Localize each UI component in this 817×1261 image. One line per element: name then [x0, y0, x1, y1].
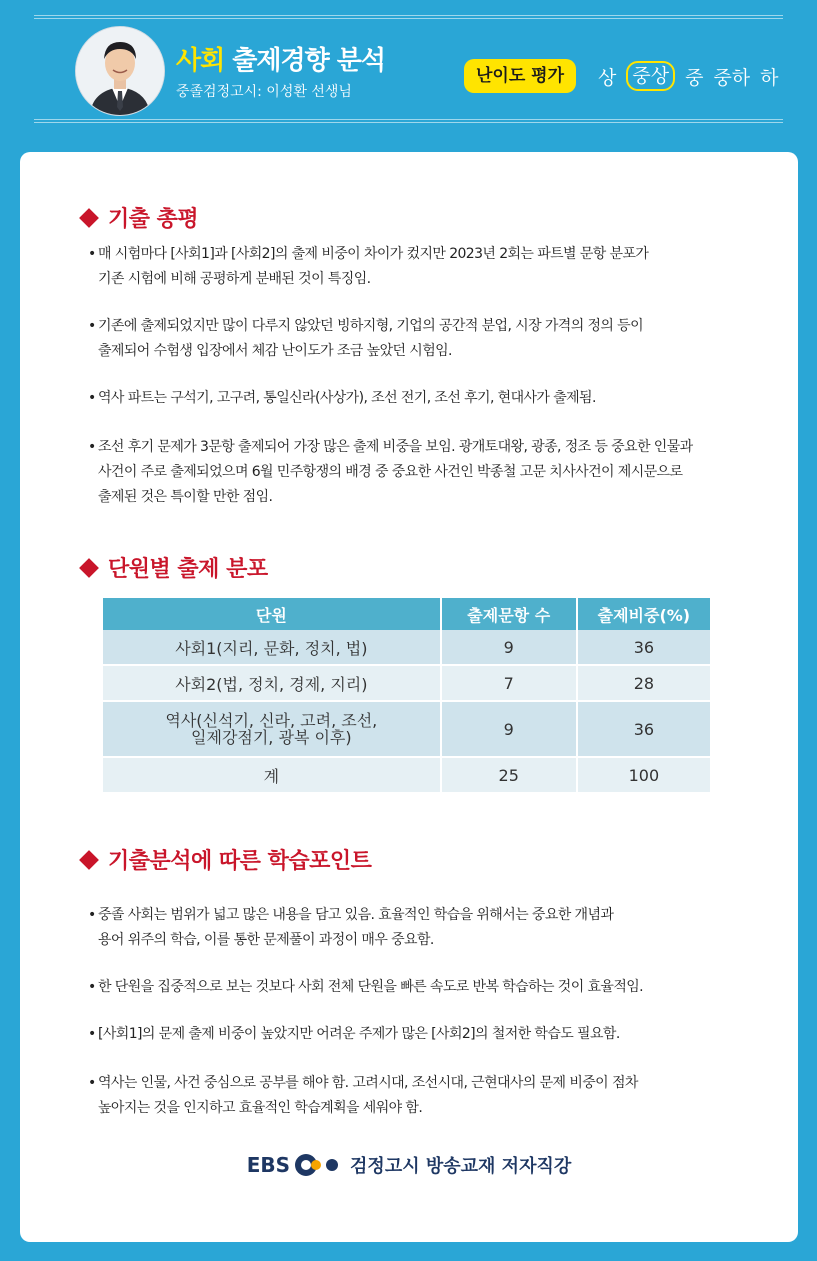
table-row — [103, 701, 710, 757]
bullet-text: 기존에 출제되었지만 많이 다루지 않았던 빙하지형, 기업의 공간적 분업, 시장 가격의 정의 등이 출제되어 수험생 입장에서 체감 난이도가 조금 높았던 시험임. — [98, 318, 644, 359]
difficulty-levels — [598, 59, 779, 93]
list-item — [88, 1022, 620, 1047]
ebs-logo — [247, 1153, 340, 1177]
section-title-text: 기출분석에 따른 학습포인트 — [108, 849, 372, 874]
bullet-text: 매 시험마다 [사회1]과 [사회2]의 출제 비중이 차이가 컸지만 2023년 2회는 파트별 문항 분포가 기존 시험에 비해 공평하게 분배된 것이 특징임. — [98, 246, 649, 287]
difficulty-badge: 난이도 평가 — [464, 59, 576, 93]
title-rest: 출제경향 분석 — [224, 46, 386, 76]
bullet-text: 역사 파트는 구석기, 고구려, 통일신라(사상가), 조선 전기, 조선 후기, 현대사가 출제됨. — [98, 390, 596, 406]
list-item — [88, 314, 643, 364]
bullet-text: 역사는 인물, 사건 중심으로 공부를 해야 함. 고려시대, 조선시대, 근현대사의 문제 비중이 점차 높아지는 것을 인지하고 효율적인 학습계획을 세워야 함. — [98, 1075, 638, 1116]
section-title-overview — [78, 202, 198, 233]
table-row — [103, 665, 710, 701]
bullet-text: 한 단원을 집중적으로 보는 것보다 사회 전체 단원을 빠른 속도로 반복 학습하는 것이 효율적임. — [98, 979, 644, 995]
difficulty-level-selected: 중상 — [626, 61, 675, 91]
difficulty-level: 중 — [685, 66, 704, 89]
title-block — [176, 40, 385, 101]
header-rule — [34, 18, 783, 19]
table-row — [103, 630, 710, 665]
unit-cell: 계 — [103, 757, 441, 793]
unit-cell: 역사(신석기, 신라, 고려, 조선, 일제강점기, 광복 이후) — [103, 701, 441, 757]
header-rule — [34, 119, 783, 120]
section-title-distribution — [78, 552, 268, 583]
difficulty-level: 상 — [598, 66, 617, 89]
ebs-circles-icon — [294, 1153, 340, 1177]
diamond-icon — [79, 208, 99, 228]
list-item — [88, 435, 693, 510]
title-accent: 사회 — [176, 46, 225, 76]
count-cell: 25 — [441, 757, 577, 793]
bullet-icon: • — [88, 439, 96, 455]
section-title-text: 단원별 출제 분포 — [108, 557, 268, 582]
avatar — [75, 26, 165, 116]
ratio-cell: 36 — [577, 701, 710, 757]
ratio-cell: 36 — [577, 630, 710, 665]
distribution-table — [103, 598, 710, 794]
bullet-icon: • — [88, 1026, 96, 1042]
list-item — [88, 975, 643, 1000]
bullet-icon: • — [88, 907, 96, 923]
section-title-study-points — [78, 844, 371, 875]
bullet-icon: • — [88, 318, 96, 334]
bullet-icon: • — [88, 390, 96, 406]
bullet-text: [사회1]의 문제 출제 비중이 높았지만 어려운 주제가 많은 [사회2]의 철저한 학습도 필요함. — [98, 1026, 620, 1042]
count-cell: 9 — [441, 701, 577, 757]
subtitle: 중졸검정고시: 이성환 선생님 — [176, 84, 352, 100]
page-title — [176, 40, 385, 77]
list-item — [88, 386, 596, 411]
ratio-cell: 100 — [577, 757, 710, 793]
bullet-text: 중졸 사회는 범위가 넓고 많은 내용을 담고 있음. 효율적인 학습을 위해서는 중요한 개념과 용어 위주의 학습, 이를 통한 문제풀이 과정이 매우 중요함. — [98, 907, 614, 948]
column-header: 단원 — [103, 598, 441, 630]
ebs-wordmark: EBS — [246, 1153, 291, 1177]
column-header: 출제비중(%) — [577, 598, 710, 630]
list-item — [88, 903, 613, 953]
bullet-icon: • — [88, 979, 96, 995]
difficulty-level: 하 — [760, 66, 779, 89]
unit-cell: 사회2(법, 정치, 경제, 지리) — [103, 665, 441, 701]
column-header: 출제문항 수 — [441, 598, 577, 630]
list-item — [88, 1071, 638, 1121]
table-row-total — [103, 757, 710, 793]
ratio-cell: 28 — [577, 665, 710, 701]
bullet-text: 조선 후기 문제가 3문항 출제되어 가장 많은 출제 비중을 보임. 광개토대왕, 광종, 정조 등 중요한 인물과 사건이 주로 출제되었으며 6월 민주항쟁의 배경 중 중요한 사건인 박종철 고문 치사사건이 제시문으로 출제된 것은 특이할 만한 점임. — [98, 439, 693, 505]
header — [0, 26, 817, 118]
teacher-photo-icon — [76, 27, 164, 115]
diamond-icon — [79, 558, 99, 578]
footer-text: 검정고시 방송교재 저자직강 — [350, 1156, 572, 1177]
content-card — [20, 152, 798, 1242]
bullet-icon: • — [88, 1075, 96, 1091]
difficulty-level: 중하 — [713, 66, 751, 89]
list-item — [88, 242, 648, 292]
table-header-row — [103, 598, 710, 630]
header-rule — [34, 122, 783, 123]
footer — [20, 1152, 798, 1178]
count-cell: 9 — [441, 630, 577, 665]
section-title-text: 기출 총평 — [108, 207, 199, 232]
unit-cell: 사회1(지리, 문화, 정치, 법) — [103, 630, 441, 665]
count-cell: 7 — [441, 665, 577, 701]
header-rule — [34, 15, 783, 16]
bullet-icon: • — [88, 246, 96, 262]
diamond-icon — [79, 850, 99, 870]
